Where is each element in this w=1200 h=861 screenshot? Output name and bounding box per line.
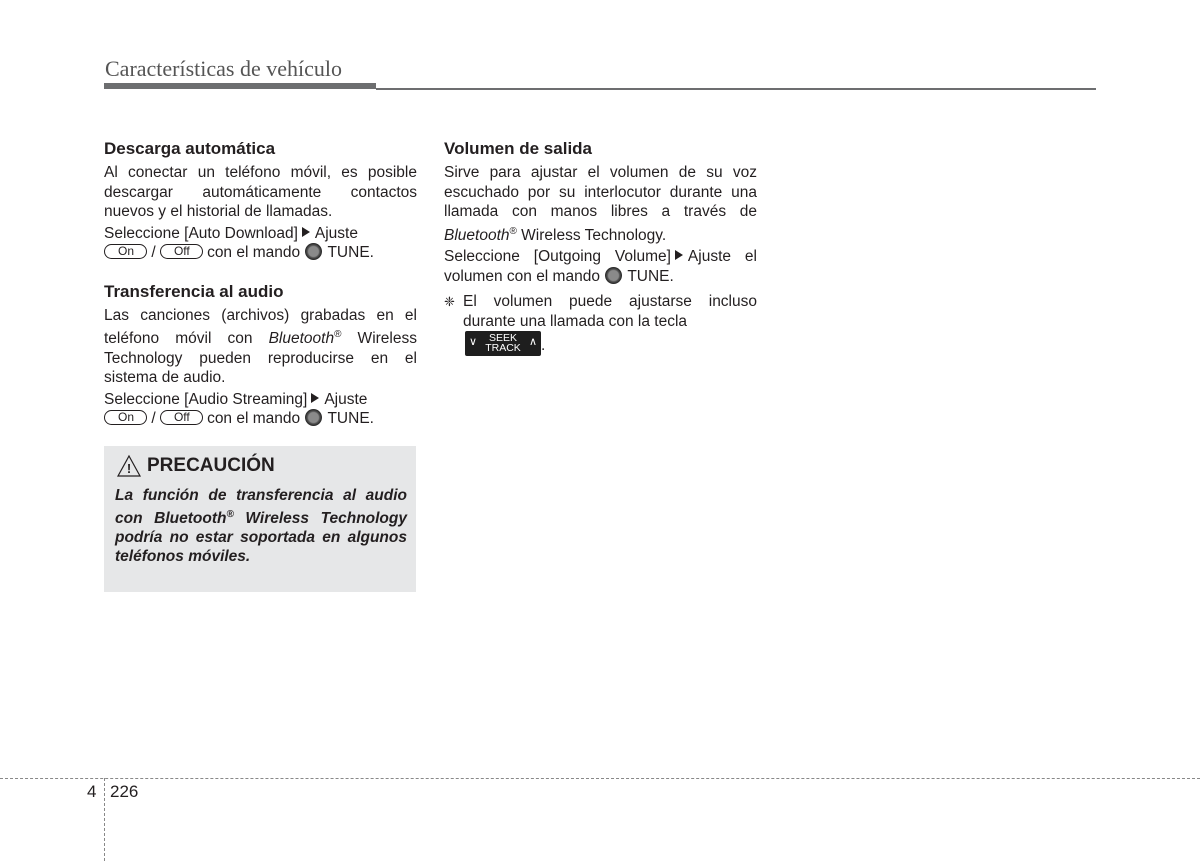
instruction-descarga	[104, 224, 417, 263]
instruction-ajuste: Ajuste	[314, 224, 358, 242]
instruction-select-text: Seleccione [Outgoing Volume]	[444, 248, 671, 266]
arrow-right-icon	[311, 393, 319, 403]
caution-title: PRECAUCIÓN	[147, 455, 275, 476]
section-heading-volumen: Volumen de salida	[444, 139, 593, 158]
page-number: 226	[110, 782, 139, 801]
instruction-volumen	[444, 247, 757, 286]
svg-text:!: !	[126, 461, 132, 476]
bluetooth-term: Bluetooth	[444, 226, 510, 244]
arrow-right-icon	[302, 227, 310, 237]
section-body-volumen: Sirve para ajustar el volumen de su voz escuchado por su interlocutor durante una llamada con manos libres a través de Bluetooth® Wireless Technology.	[444, 164, 757, 244]
slash-separator: /	[151, 244, 156, 261]
note-asterisk-icon: ❈	[444, 294, 455, 310]
registered-mark: ®	[334, 329, 342, 340]
instruction-tune: TUNE.	[627, 267, 674, 285]
instruction-transferencia	[104, 390, 417, 429]
header-rule-thin	[376, 88, 1096, 90]
instruction-ajuste: Ajuste el volumen con el mando	[444, 248, 757, 285]
tune-knob-icon	[605, 267, 622, 284]
on-key-icon: On	[104, 410, 147, 425]
note-period: .	[541, 337, 546, 355]
chevron-up-icon: ∧	[528, 336, 537, 349]
on-key-icon: On	[104, 244, 147, 259]
caution-text: La función de transferencia al audio con Bluetooth® Wireless Technology podría no estar soportada en algunos teléfonos móviles.	[115, 487, 407, 566]
page-header-title: Características de vehículo	[105, 56, 343, 81]
instruction-tune: TUNE.	[327, 244, 374, 261]
registered-mark: ®	[226, 509, 234, 520]
arrow-right-icon	[675, 250, 683, 260]
section-body-descarga: Al conectar un teléfono móvil, es posible descargar automáticamente contactos nuevos y el historial de llamadas.	[104, 164, 417, 220]
footer-dashed-rule	[0, 778, 1200, 779]
footer-dashed-divider	[104, 778, 105, 861]
section-heading-descarga: Descarga automática	[104, 139, 276, 158]
chapter-number: 4	[87, 782, 97, 801]
note-text: El volumen puede ajustarse incluso durante una llamada con la tecla	[463, 293, 757, 330]
body-part-a: Las canciones (archivos) grabadas en el teléfono móvil con	[104, 306, 417, 348]
instruction-tune: TUNE.	[327, 410, 374, 428]
left-column	[104, 138, 417, 429]
bluetooth-term: Bluetooth	[268, 330, 335, 348]
section-heading-transferencia: Transferencia al audio	[104, 281, 284, 301]
warning-triangle-icon	[116, 454, 142, 478]
header-rule-thick	[104, 83, 376, 89]
seek-track-key-icon	[465, 331, 541, 356]
right-column	[444, 138, 757, 356]
instruction-mando: con el mando	[207, 410, 301, 428]
seek-label: SEEK	[488, 332, 517, 345]
track-label: TRACK	[485, 342, 521, 355]
instruction-select-text: Seleccione [Auto Download]	[104, 224, 298, 242]
instruction-select-text: Seleccione [Audio Streaming]	[104, 390, 308, 408]
caution-header	[116, 454, 275, 478]
chevron-down-icon: ∨	[469, 336, 478, 349]
caution-box	[104, 446, 416, 592]
off-key-icon: Off	[160, 244, 203, 259]
body-part-b: Wireless Technology pueden reproducirse en el sistema de audio.	[104, 330, 417, 387]
off-key-icon: Off	[160, 410, 203, 425]
tune-knob-icon	[305, 409, 322, 426]
volume-note	[444, 292, 757, 356]
slash-separator: /	[151, 410, 156, 428]
section-body-transferencia	[104, 306, 417, 388]
registered-mark: ®	[509, 225, 517, 237]
instruction-ajuste: Ajuste	[324, 390, 368, 408]
tune-knob-icon	[305, 243, 322, 260]
instruction-mando: con el mando	[207, 244, 301, 261]
